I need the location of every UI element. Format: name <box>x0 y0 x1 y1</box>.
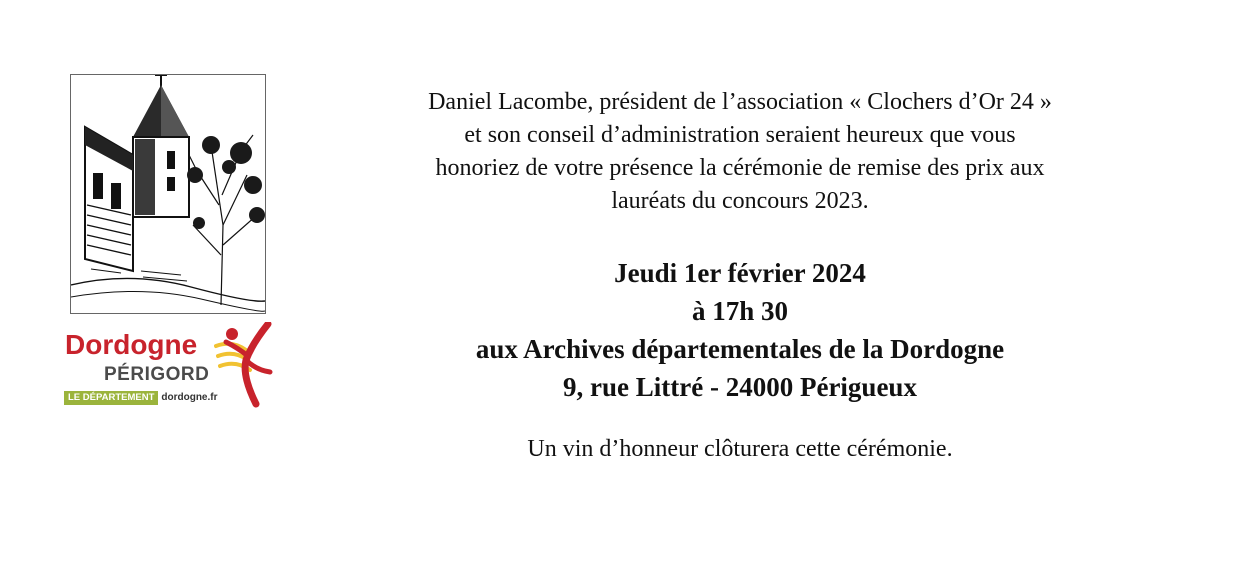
logo-tag: LE DÉPARTEMENT <box>64 391 158 405</box>
running-figure-icon <box>212 322 276 408</box>
closing-note: Un vin d’honneur clôturera cette cérémonie. <box>527 436 953 462</box>
event-date: Jeudi 1er février 2024 <box>614 258 866 288</box>
event-time: à 17h 30 <box>691 296 789 326</box>
logo-subtitle: PÉRIGORD <box>104 364 210 385</box>
intro-line: lauréats du concours 2023. <box>611 188 869 214</box>
logo-title: Dordogne <box>65 329 198 360</box>
intro-line: Daniel Lacombe, président de l’association « Clochers d’Or 24 » <box>428 89 1052 115</box>
logo-site: dordogne.fr <box>161 392 218 403</box>
dordogne-logo <box>62 322 278 412</box>
intro-line: honoriez de votre présence la cérémonie de remise des prix aux <box>435 155 1045 181</box>
event-details <box>330 254 1150 406</box>
logo-band <box>64 391 218 405</box>
event-address: 9, rue Littré - 24000 Périgueux <box>563 372 917 402</box>
event-venue: aux Archives départementales de la Dordogne <box>475 334 1005 364</box>
church-illustration <box>70 74 266 314</box>
invitation-intro <box>330 86 1150 218</box>
church-sketch-icon <box>71 75 265 313</box>
intro-line: et son conseil d’administration seraient heureux que vous <box>464 122 1016 148</box>
